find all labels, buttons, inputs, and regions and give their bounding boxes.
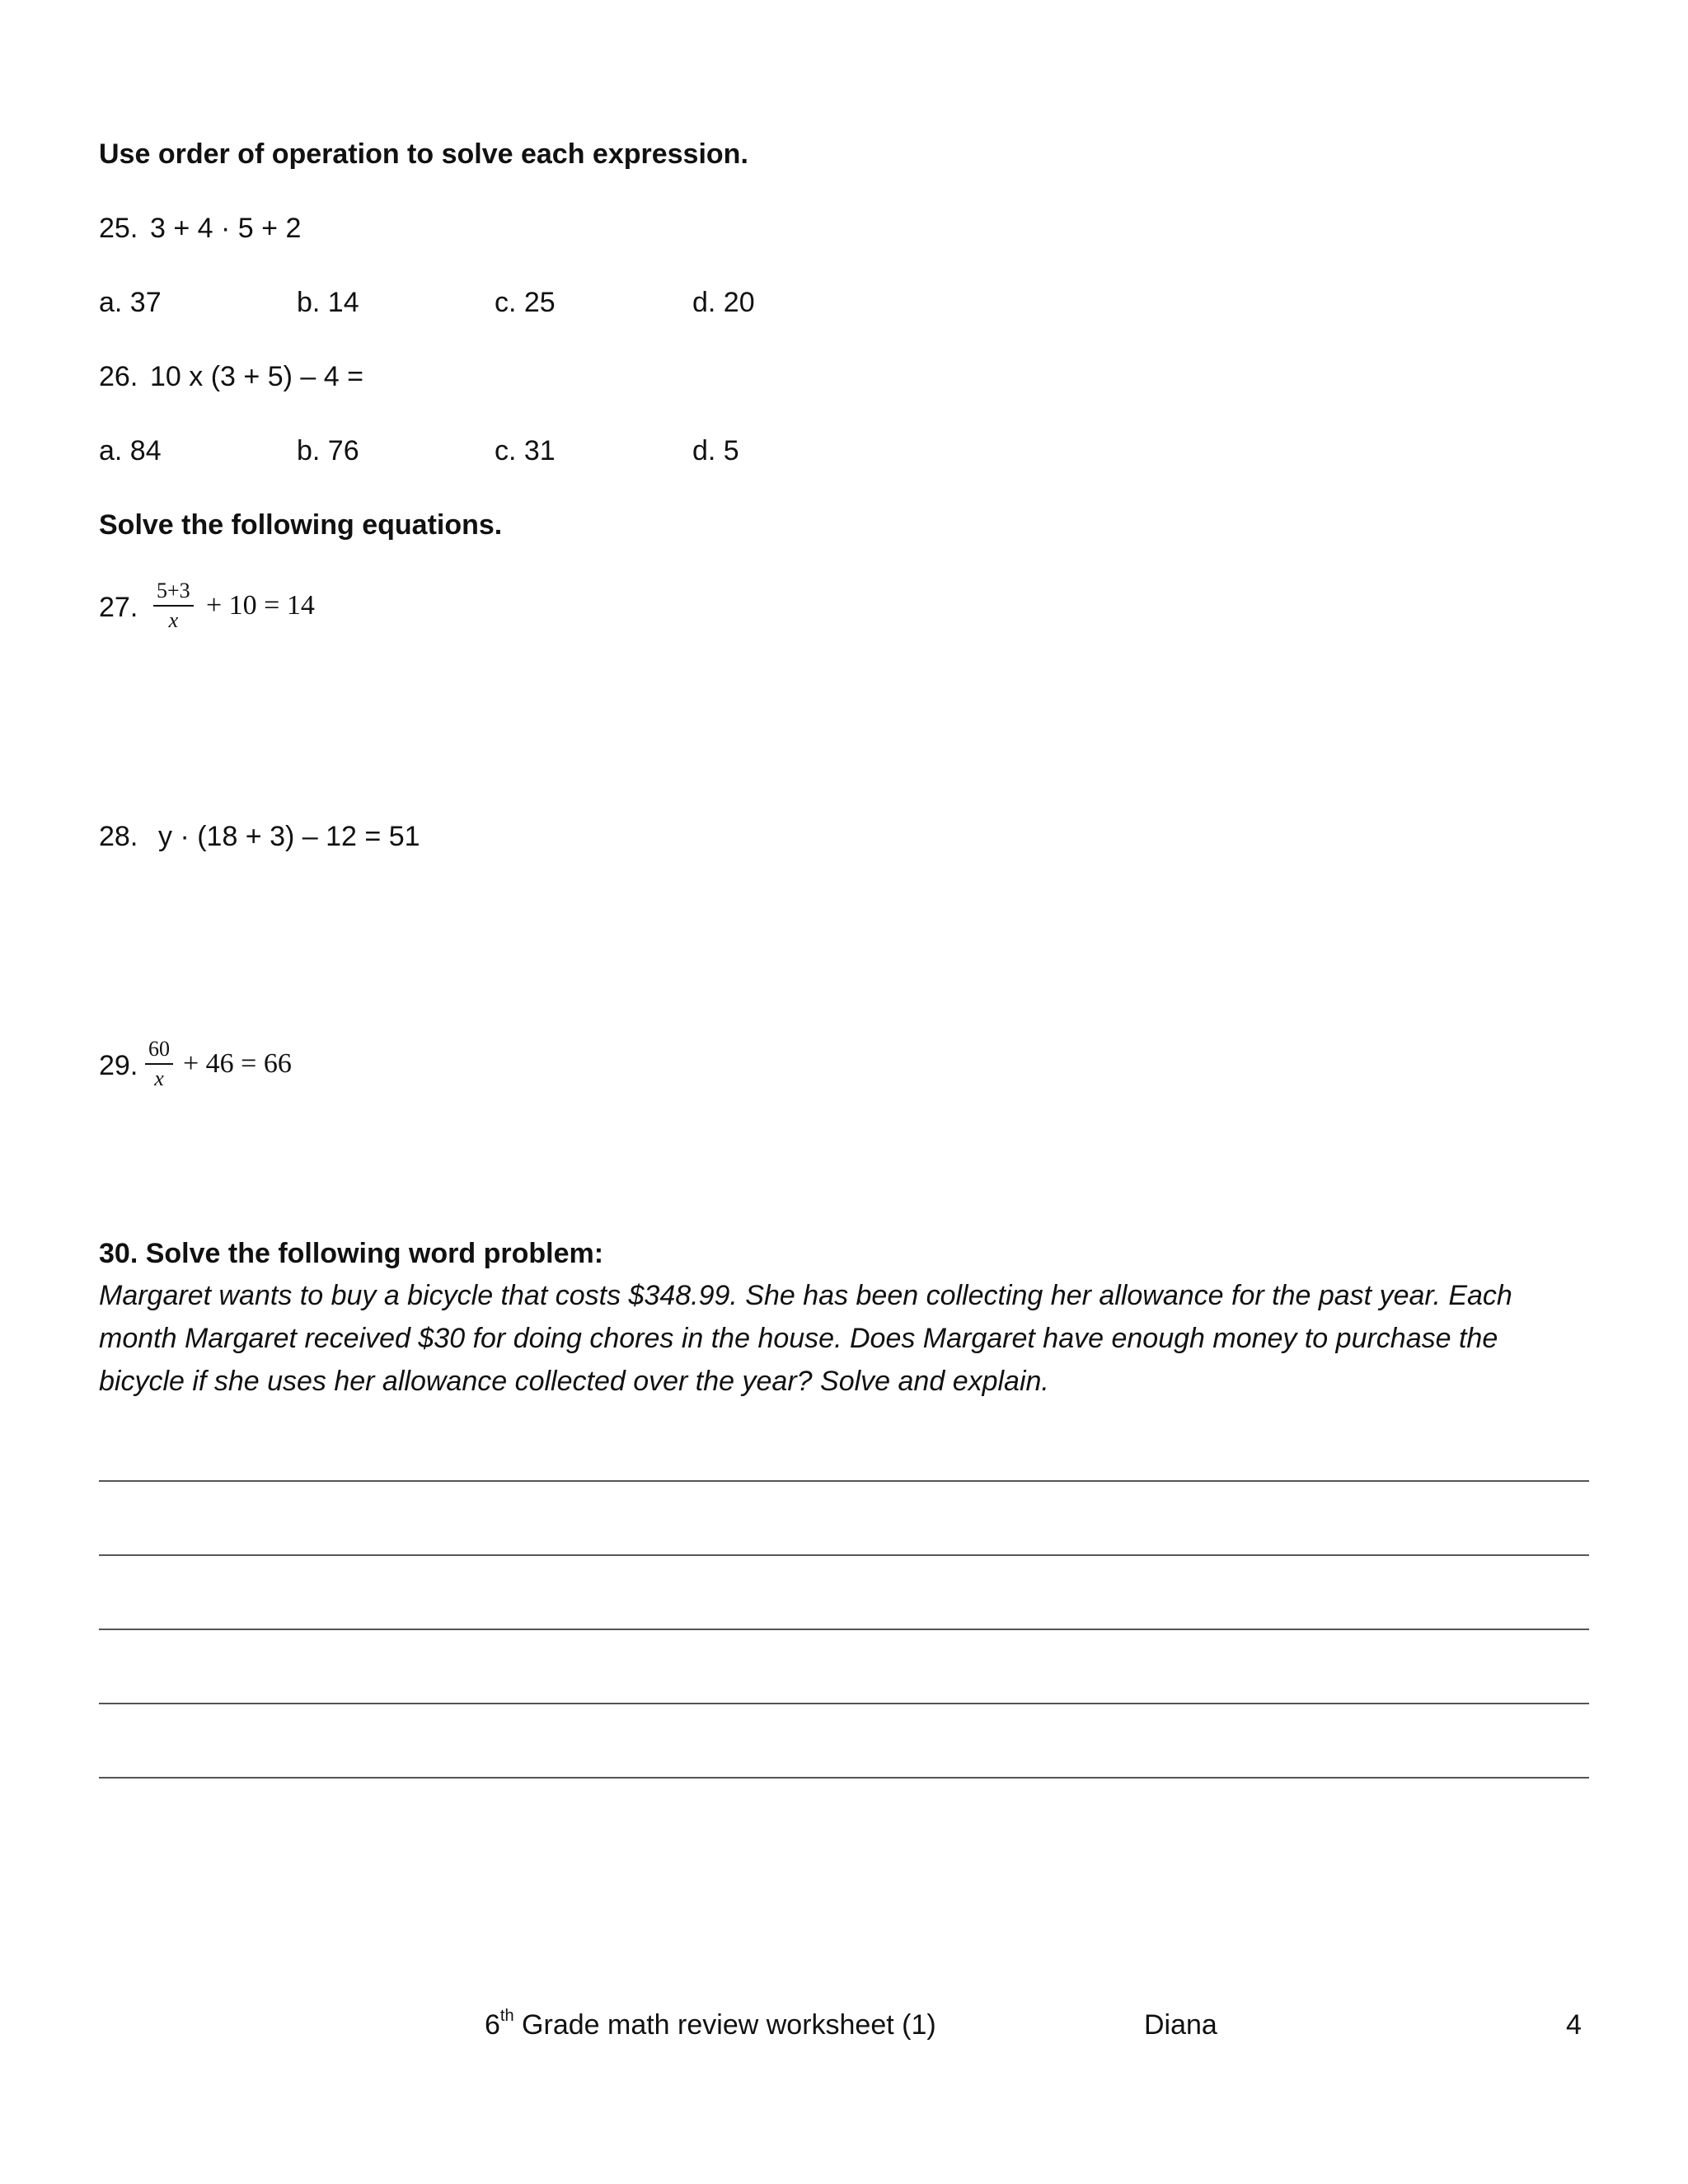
question-29-number: 29. xyxy=(99,1050,138,1081)
answer-line-1 xyxy=(99,1480,1589,1482)
answer-line-2 xyxy=(99,1554,1589,1556)
question-28-expression: y · (18 + 3) – 12 = 51 xyxy=(158,821,420,852)
question-30-heading: 30. Solve the following word problem: xyxy=(99,1238,604,1269)
question-26-number: 26. xyxy=(99,361,138,392)
question-26-choice-d: d. 5 xyxy=(692,435,739,466)
question-27-number: 27. xyxy=(99,592,138,623)
question-25-number: 25. xyxy=(99,213,138,244)
question-25-choice-c: c. 25 xyxy=(495,287,556,318)
question-25-choice-d: d. 20 xyxy=(692,287,755,318)
question-30-word-problem: Margaret wants to buy a bicycle that costs $348.99. She has been collecting her allowance for the past year. Each month Margaret received $30 for doing chores in the house. Does Margaret have enough money to purchase the bicycle if she uses her allowance collected over the year? Solve and explain. xyxy=(99,1280,1512,1397)
question-27-equation-rest: + 10 = 14 xyxy=(206,590,315,621)
footer-grade-number: 6 xyxy=(485,2009,500,2041)
footer-title-rest: Grade math review worksheet (1) xyxy=(513,2009,936,2041)
footer-page-number: 4 xyxy=(1566,2009,1582,2041)
question-26-choice-c: c. 31 xyxy=(495,435,556,466)
question-26-choice-b: b. 76 xyxy=(297,435,359,466)
question-27-fraction xyxy=(153,580,194,631)
question-25-expression: 3 + 4 · 5 + 2 xyxy=(150,213,302,244)
question-26-expression: 10 x (3 + 5) – 4 = xyxy=(150,361,363,392)
section-heading-order-of-operations: Use order of operation to solve each expression. xyxy=(99,138,748,170)
answer-line-3 xyxy=(99,1629,1589,1630)
footer-author: Diana xyxy=(1144,2009,1217,2041)
question-29-fraction xyxy=(145,1038,173,1090)
answer-line-4 xyxy=(99,1703,1589,1704)
question-26-choice-a: a. 84 xyxy=(99,435,162,466)
question-28-number: 28. xyxy=(99,821,138,852)
answer-line-5 xyxy=(99,1777,1589,1779)
question-27-numerator: 5+3 xyxy=(153,580,194,607)
question-25-choice-a: a. 37 xyxy=(99,287,162,318)
footer-title xyxy=(485,2007,936,2041)
question-29-equation-rest: + 46 = 66 xyxy=(183,1048,292,1079)
section-heading-solve-equations: Solve the following equations. xyxy=(99,509,503,541)
question-25-choice-b: b. 14 xyxy=(297,287,359,318)
footer-grade-suffix: th xyxy=(499,2007,514,2025)
question-29-denominator: x xyxy=(154,1066,164,1090)
question-29-numerator: 60 xyxy=(145,1038,173,1065)
question-27-denominator: x xyxy=(168,608,179,632)
